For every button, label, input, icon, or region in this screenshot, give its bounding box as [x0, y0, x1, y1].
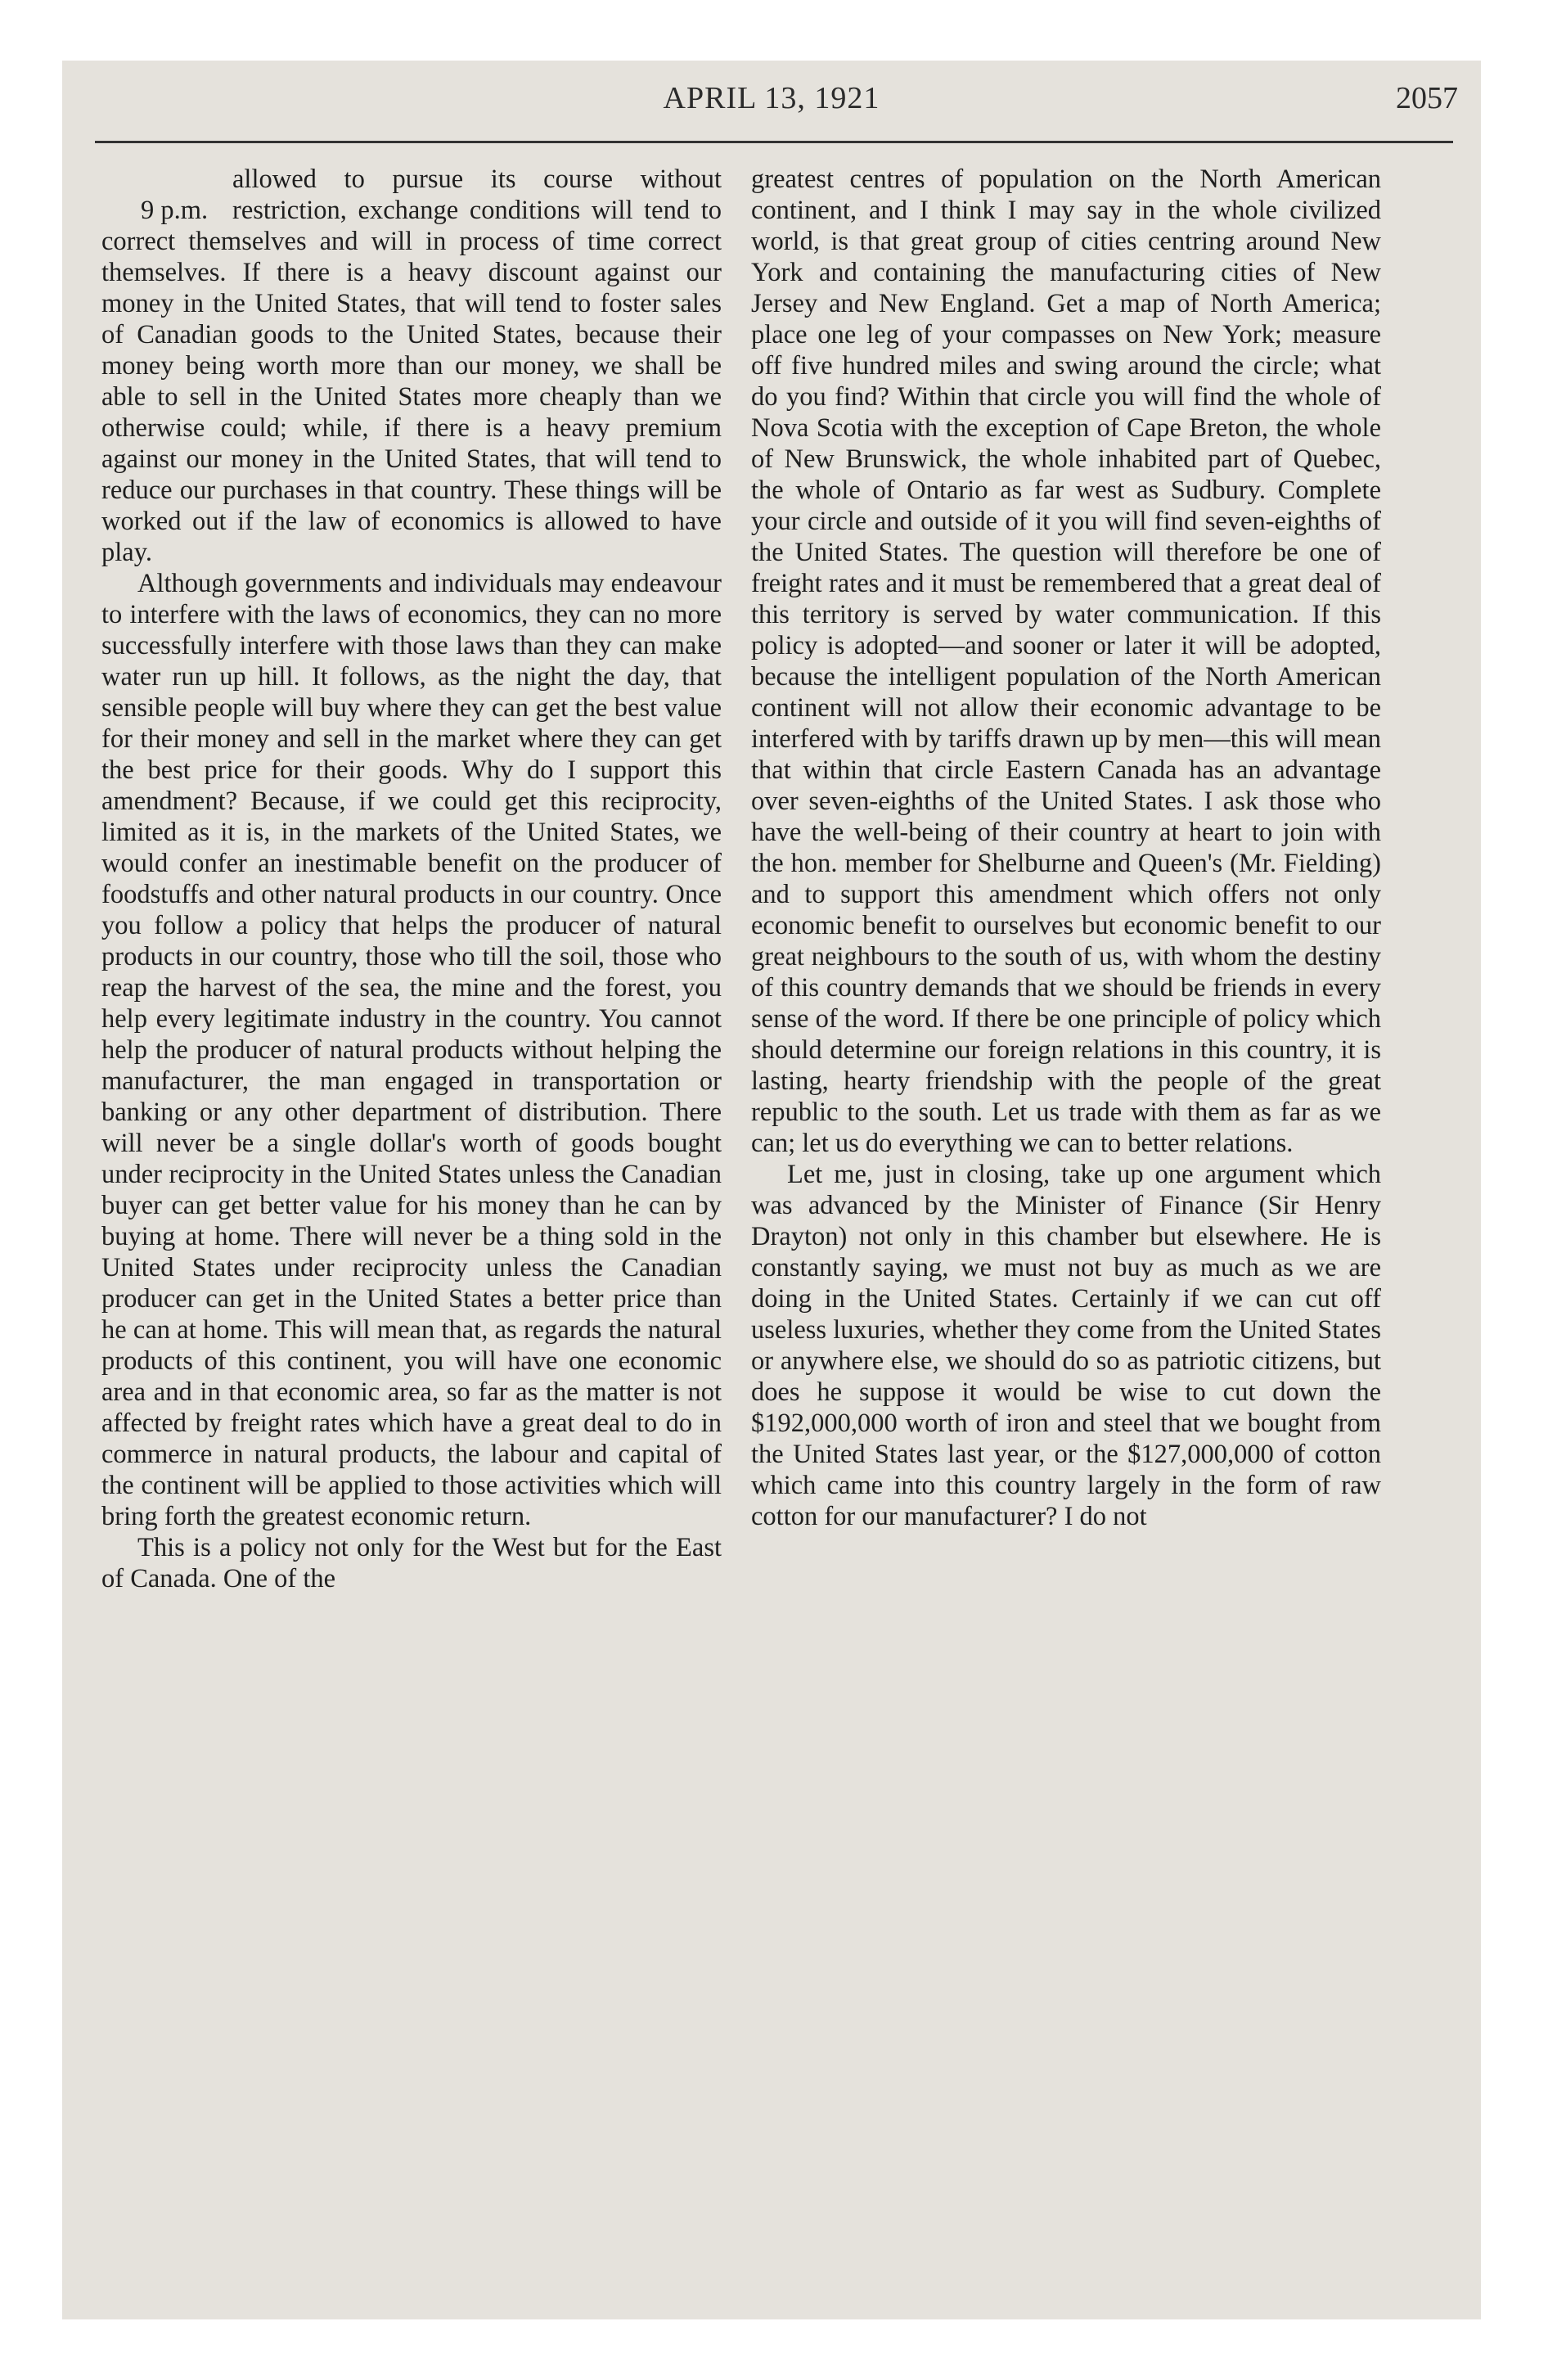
page-number: 2057: [1396, 81, 1458, 115]
right-column: [751, 164, 1381, 1532]
left-paragraph-2: Although governments and individuals may endeavour to interfere with the laws of economics, they can no more successfully interfere with those laws than they can make water run up hill. It follows, as the night the day, that sensible people will buy where they can get the best value for their money and sell in the market where they can get the best price for their goods. Why do I support this amendment? Because, if we could get this reciprocity, limited as it is, in the markets of the United States, we would confer an inestimable benefit on the producer of foodstuffs and other natural products in our country. Once you follow a policy that helps the producer of natural products in our country, those who till the soil, those who reap the harvest of the sea, the mine and the forest, you help every legitimate industry in the country. You cannot help the producer of natural products without helping the manufacturer, the man engaged in transportation or banking or any other department of distribution. There will never be a single dollar's worth of goods bought under reciprocity in the United States unless the Canadian buyer can get better value for his money than he can by buying at home. There will never be a thing sold in the United States under reciprocity unless the Canadian producer can get in the United States a better price than he can at home. This will mean that, as regards the natural products of this continent, you will have one economic area and in that economic area, so far as the matter is not affected by freight rates which have a great deal to do in commerce in natural products, the labour and capital of the continent will be applied to those activities which will bring forth the greatest economic return.: [101, 569, 722, 1531]
time-margin-note: 9 p.m.: [141, 196, 209, 225]
left-paragraph-1-text: allowed to pursue its course without restriction, exchange conditions will tend to correct themselves and will in process of time correct themselves. If there is a heavy discount against our money in the United States, that will tend to foster sales of Canadian goods to the United States, because their money being worth more than our money, we shall be able to sell in the United States more cheaply than we otherwise could; while, if there is a heavy premium against our money in the United States, that will tend to reduce our purchases in that country. These things will be worked out if the law of economics is allowed to have play.: [101, 165, 722, 567]
header-rule: [95, 141, 1453, 143]
left-paragraph-1: [101, 164, 722, 568]
page-date: APRIL 13, 1921: [663, 81, 880, 115]
left-column: [101, 164, 722, 1594]
left-paragraph-3: This is a policy not only for the West but for the East of Canada. One of the: [101, 1533, 722, 1593]
right-paragraph-2: Let me, just in closing, take up one argument which was advanced by the Minister of Finance (Sir Henry Drayton) not only in this chamber but elsewhere. He is constantly saying, we must not buy as much as we are doing in the United States. Certainly if we can cut off useless luxuries, whether they come from the United States or anywhere else, we should do so as patriotic citizens, but does he suppose it would be wise to cut down the $192,000,000 worth of iron and steel that we bought from the United States last year, or the $127,000,000 of cotton which came into this country largely in the form of raw cotton for our manufacturer? I do not: [751, 1160, 1381, 1531]
page-header: [85, 80, 1458, 129]
right-paragraph-1: greatest centres of population on the North American continent, and I think I may say in the whole civilized world, is that great group of cities centring around New York and containing the manufacturing cities of New Jersey and New England. Get a map of North America; place one leg of your compasses on New York; measure off five hundred miles and swing around the circle; what do you find? Within that circle you will find the whole of Nova Scotia with the exception of Cape Breton, the whole of New Brunswick, the whole inhabited part of Quebec, the whole of Ontario as far west as Sudbury. Complete your circle and outside of it you will find seven-eighths of the United States. The question will therefore be one of freight rates and it must be remembered that a great deal of this territory is served by water communication. If this policy is adopted—and sooner or later it will be adopted, because the intelligent population of the North American continent will not allow their economic advantage to be interfered with by tariffs drawn up by men—this will mean that within that circle Eastern Canada has an advantage over seven-eighths of the United States. I ask those who have the well-being of their country at heart to join with the hon. member for Shelburne and Queen's (Mr. Fielding) and to support this amendment which offers not only economic benefit to ourselves but economic benefit to our great neighbours to the south of us, with whom the destiny of this country demands that we should be friends in every sense of the word. If there be one principle of policy which should determine our foreign relations in this country, it is lasting, hearty friendship with the people of the great republic to the south. Let us trade with them as far as we can; let us do everything we can to better relations.: [751, 165, 1381, 1158]
